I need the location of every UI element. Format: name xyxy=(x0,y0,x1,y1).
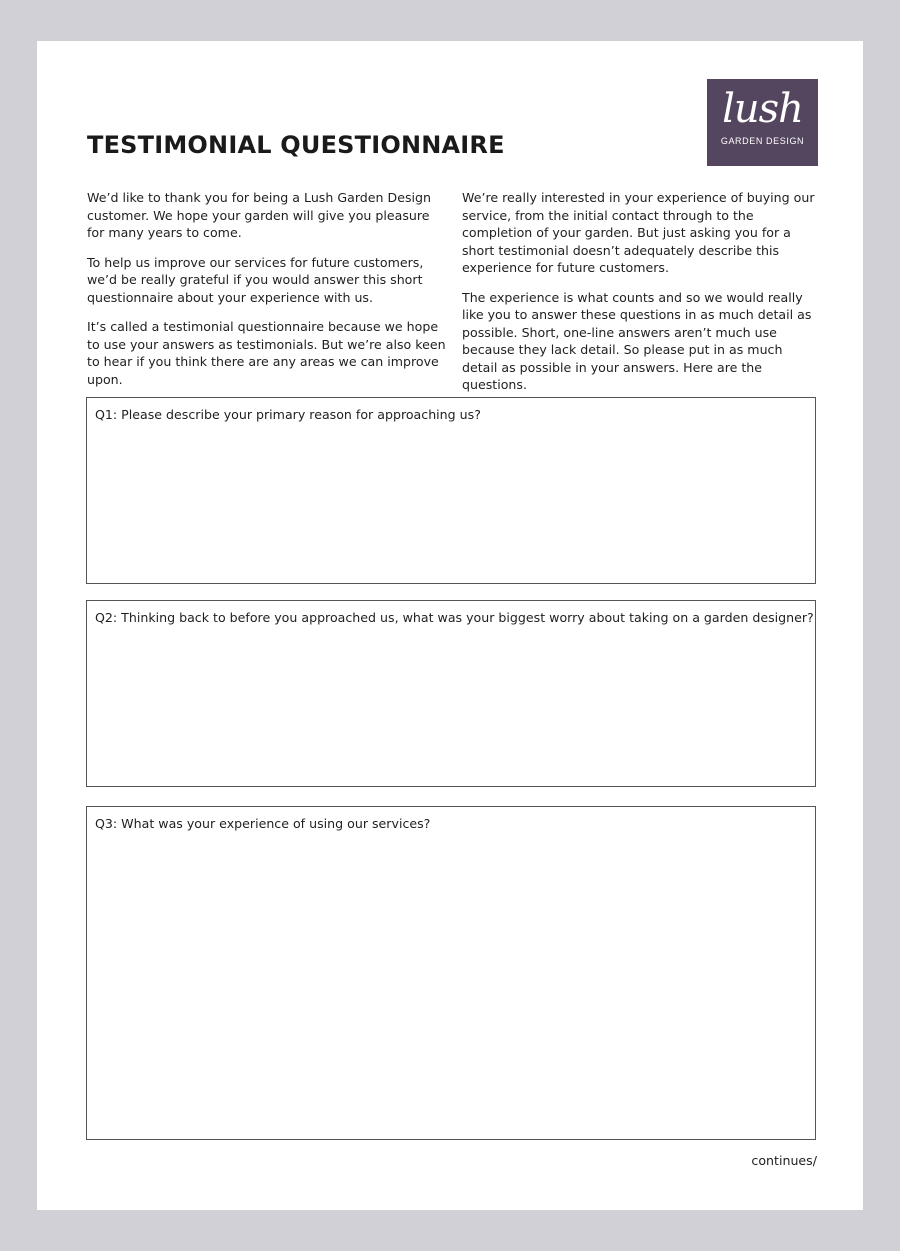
logo-subtitle: GARDEN DESIGN xyxy=(720,136,805,146)
page-title: TESTIMONIAL QUESTIONNAIRE xyxy=(87,131,505,159)
question-2-label: Q2: Thinking back to before you approached us, what was your biggest worry about taking on a garden designer? xyxy=(95,610,814,625)
intro-left-column xyxy=(87,189,447,400)
intro-paragraph: We’re really interested in your experience of buying our service, from the initial contact through to the completion of your garden. But just asking you for a short testimonial doesn’t adequately describe this experience for future customers. xyxy=(462,190,815,275)
question-3-answer-box[interactable] xyxy=(86,806,816,1140)
question-3-label: Q3: What was your experience of using our services? xyxy=(95,816,431,831)
intro-paragraph: To help us improve our services for future customers, we’d be really grateful if you would answer this short questionnaire about your experience with us. xyxy=(87,254,424,305)
question-1-label: Q1: Please describe your primary reason for approaching us? xyxy=(95,407,481,422)
question-2-answer-box[interactable] xyxy=(86,600,816,787)
logo-wordmark: lush xyxy=(722,86,803,132)
company-logo xyxy=(707,79,818,166)
intro-paragraph: It’s called a testimonial questionnaire because we hope to use your answers as testimonials. But we’re also keen to hear if you think there are any areas we can improve upon. xyxy=(87,319,446,387)
intro-paragraph: The experience is what counts and so we would really like you to answer these questions in as much detail as possible. Short, one-line answers aren’t much use because they lack detail. So please put in as much detail as possible in your answers. Here are the questions. xyxy=(462,289,812,392)
intro-right-column xyxy=(462,189,818,406)
questionnaire-page xyxy=(37,41,863,1210)
continues-note: continues/ xyxy=(751,1153,817,1168)
question-1-answer-box[interactable] xyxy=(86,397,816,584)
intro-paragraph: We’d like to thank you for being a Lush Garden Design customer. We hope your garden will give you pleasure for many years to come. xyxy=(87,190,431,240)
